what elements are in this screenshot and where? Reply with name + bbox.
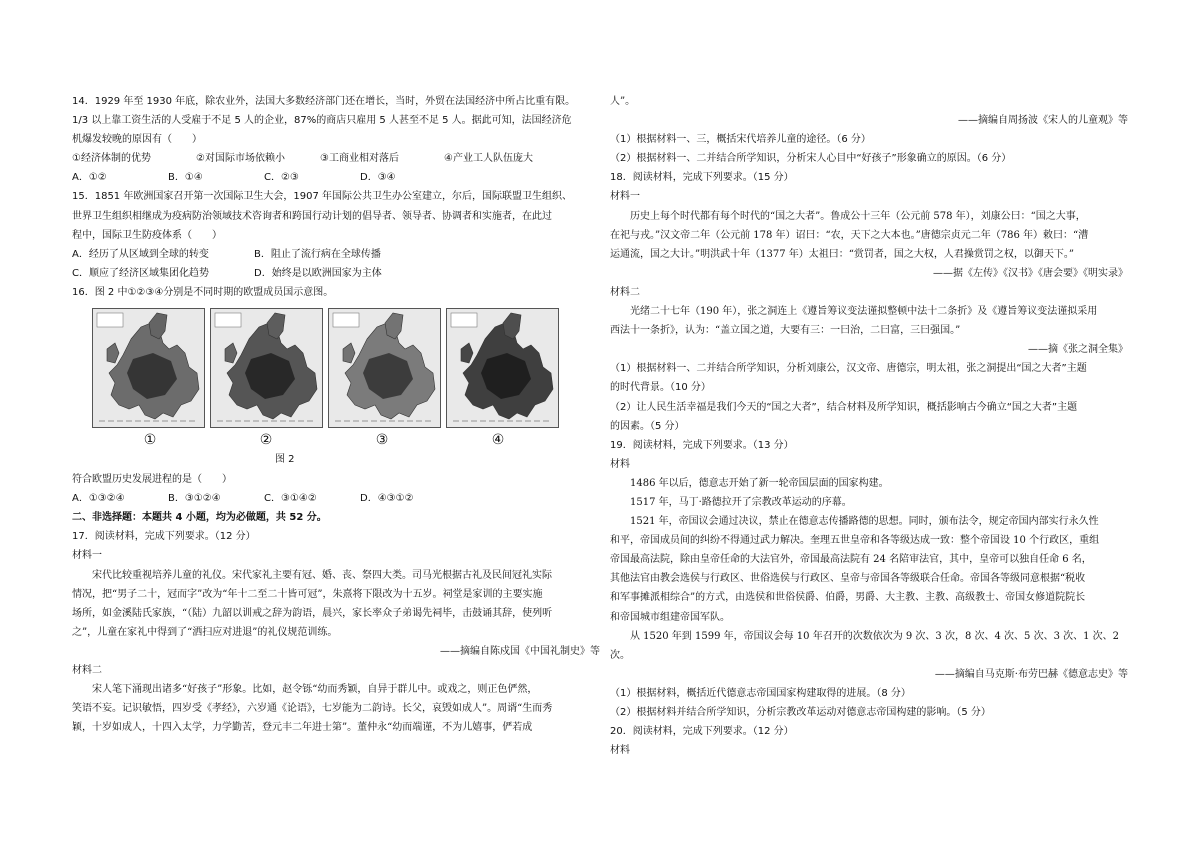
q18-ask: （1）根据材料一、二并结合所学知识，分析刘康公，汉文帝、唐德宗，明太祖，张之洞提出“国之大者”主题 — [610, 363, 1087, 375]
q17-m2-line: 笑语不妄。记识敏悟，四岁受《孝经》，六岁通《论语》，七岁能为二韵诗。长父，哀毁如成人”。周谞“生而秀 — [72, 703, 553, 715]
q16-option-d: D．④③①② — [360, 493, 414, 505]
eu-map-2 — [210, 308, 323, 428]
q17-ask: （2）根据材料一、二并结合所学知识，分析宋人心目中“好孩子”形象确立的原因。（6 分） — [610, 153, 1012, 165]
q15-line: 15．1851 年欧洲国家召开第一次国际卫生大会，1907 年国际公共卫生办公室建立，尔后，国际联盟卫生组织、 — [72, 191, 572, 203]
figure-caption: 图 2 — [275, 454, 295, 466]
q18-m1-line: 在祀与戎。”汉文帝二年（公元前 178 年）诏曰：“农，天下之大本也。”唐德宗贞元二年（786 年）敕曰：“漕 — [610, 229, 1089, 241]
left-column — [72, 92, 600, 737]
q14-item: ①经济体制的优势 — [72, 153, 151, 165]
q18-material-1-label: 材料一 — [610, 191, 640, 203]
q17-m1-line: 之”，儿童在家礼中得到了“洒扫应对进退”的礼仪规范训练。 — [72, 626, 338, 638]
q19-m-line: 1521 年，帝国议会通过决议，禁止在德意志传播路德的思想。同时，颁布法令，规定帝国内部实行永久性 — [630, 516, 1099, 528]
q19-title: 19．阅读材料，完成下列要求。（13 分） — [610, 439, 794, 451]
q18-ask: （2）让人民生活幸福是我们今天的“国之大者”，结合材料及所学知识，概括影响古今确立“国之大者”主题 — [610, 401, 1078, 413]
q17-title: 17．阅读材料，完成下列要求。（12 分） — [72, 531, 256, 543]
q19-m-line: 从 1520 年到 1599 年，帝国议会每 10 年召开的次数依次为 9 次、3 次，8 次、4 次、5 次、3 次、1 次、2 — [630, 630, 1120, 642]
q17-m2-line: 宋人笔下涌现出诸多“好孩子”形象。比如，赵令铄“幼而秀颖，自异于群儿中。或戏之，则正色俨然， — [92, 684, 538, 696]
question-17 — [72, 527, 600, 737]
q19-m-line: 帝国最高法院，除由皇帝任命的大法官外，帝国最高法院有 24 名陪审法官，其中，皇帝可以独自任命 6 名， — [610, 554, 1092, 566]
q17-material-1-label: 材料一 — [72, 550, 102, 562]
question-20 — [610, 722, 1128, 760]
q17-ask: （1）根据材料一、三，概括宋代培养儿童的途径。（6 分） — [610, 134, 871, 146]
q16-option-c: C．③①④② — [264, 493, 317, 505]
q18-ask: 的因素。（5 分） — [610, 420, 685, 432]
map-inset-box — [215, 313, 241, 327]
q18-m2-line: 西法十一条折》，认为：“盖立国之道，大要有三：一曰治，二曰富，三曰强国。” — [610, 325, 961, 337]
right-column — [610, 92, 1128, 760]
q18-m2-line: 光绪二十七年（190 年），张之洞连上《遵旨筹议变法谨拟整顿中法十二条折》及《遵旨筹议变法谨拟采用 — [630, 306, 1098, 318]
q19-m-line: 次。 — [610, 649, 630, 661]
map-label: ① — [143, 432, 157, 449]
q18-m1-source: ——据《左传》《汉书》《唐会要》《明实录》 — [933, 267, 1128, 279]
q17-m1-source: ——摘编自陈戍国《中国礼制史》等 — [440, 645, 600, 657]
map-inset-box — [451, 313, 477, 327]
q14-option-d: D．③④ — [360, 172, 396, 184]
q16-option-a: A．①③②④ — [72, 493, 125, 505]
q18-m1-line: 历史上每个时代都有每个时代的“国之大者”。鲁成公十三年（公元前 578 年），刘康公曰：“国之大事， — [630, 210, 1086, 222]
q18-m1-line: 运通流，国之大计。”明洪武十年（1377 年）太祖曰：“赏罚者，国之大权，人君操赏罚之权，以御天下。” — [610, 248, 1074, 260]
map-drawing — [329, 309, 440, 427]
q19-m-line: 1517 年，马丁·路德拉开了宗教改革运动的序幕。 — [630, 496, 852, 508]
eu-map-4 — [446, 308, 559, 428]
q18-m2-source: ——摘《张之洞全集》 — [1028, 344, 1128, 356]
q14-item: ④产业工人队伍庞大 — [444, 153, 533, 165]
question-19 — [610, 436, 1128, 722]
q19-m-line: 其他法官由教会选侯与行政区、世俗选侯与行政区、皇帝与帝国各等级联合任命。帝国各等级同意根据“税收 — [610, 573, 1086, 585]
q18-material-2-label: 材料二 — [610, 286, 640, 298]
map-drawing — [211, 309, 322, 427]
map-label: ④ — [491, 432, 505, 449]
q14-option-b: B．①④ — [168, 172, 203, 184]
q16-options — [72, 489, 600, 508]
map-inset-box — [97, 313, 123, 327]
q14-option-c: C．②③ — [264, 172, 299, 184]
q19-ask: （2）根据材料并结合所学知识，分析宗教改革运动对德意志帝国构建的影响。（5 分） — [610, 707, 991, 718]
q18-ask: 的时代背景。（10 分） — [610, 382, 711, 394]
q17-m2-source: ——摘编自周扬波《宋人的儿童观》等 — [958, 115, 1128, 127]
q15-option-a: A．经历了从区域到全球的转变 — [72, 248, 209, 260]
q15-options-row2 — [72, 264, 600, 283]
eu-map-3 — [328, 308, 441, 428]
q19-m-line: 1486 年以后，德意志开始了新一轮帝国层面的国家构建。 — [630, 477, 889, 489]
question-16 — [72, 283, 600, 508]
q14-item: ③工商业相对落后 — [320, 153, 399, 165]
q19-m-line: 和平，帝国成员间的纠纷不得通过武力解决。奎理五世皇帝和各等级达成一致：整个帝国设 10 个行政区，重组 — [610, 535, 1100, 547]
q18-title: 18．阅读材料，完成下列要求。（15 分） — [610, 172, 794, 184]
q20-material-label: 材料 — [610, 745, 630, 757]
q15-option-d: D．始终是以欧洲国家为主体 — [254, 267, 382, 279]
q16-question: 符合欧盟历史发展进程的是（ ） — [72, 474, 232, 486]
q19-material-label: 材料 — [610, 458, 630, 470]
q14-line: 14．1929 年至 1930 年底，除农业外，法国大多数经济部门还在增长，当时，外贸在法国经济中所占比重有限。 — [72, 96, 576, 107]
map-inset-box — [333, 313, 359, 327]
q19-m-line: 和帝国城市组建帝国军队。 — [610, 611, 730, 623]
eu-map-1 — [92, 308, 205, 428]
q17-continuation: 人”。 — [610, 96, 636, 107]
q15-options-row1 — [72, 245, 600, 264]
map-drawing — [93, 309, 204, 427]
section-heading: 二、非选择题：本题共 4 小题，均为必做题，共 52 分。 — [72, 512, 327, 524]
q16-intro: 16．图 2 中①②③④分别是不同时期的欧盟成员国示意图。 — [72, 286, 334, 298]
q14-line: 1/3 以上靠工资生活的人受雇于不足 5 人的企业，87%的商店只雇用 5 人甚至不足 5 人。据此可知，法国经济危 — [72, 115, 572, 127]
q14-options — [72, 168, 600, 187]
map-label: ③ — [375, 432, 389, 449]
q17-m1-line: 宋代比较重视培养儿童的礼仪。宋代家礼主要有冠、婚、丧、祭四大类。司马光根据古礼及民间冠礼实际 — [92, 569, 552, 581]
q20-title: 20．阅读材料，完成下列要求。（12 分） — [610, 726, 794, 738]
q19-m-source: ——摘编自马克斯·布劳巴赫《德意志史》等 — [934, 668, 1128, 680]
eu-maps-figure — [92, 308, 600, 428]
q17-m1-line: 场所，如金溪陆氏家族，“（陆）九韶以训戒之辞为韵语，晨兴，家长率众子弟谒先祠毕，击鼓诵其辞，使列听 — [72, 607, 553, 619]
q14-item: ②对国际市场依赖小 — [196, 153, 285, 165]
q17-m2-line: 颖，十岁如成人，十四入太学，力学勤苦，登元丰二年进士第”。董仲永“幼而端谨，不为儿嬉事，俨若成 — [72, 722, 533, 734]
q14-option-a: A．①② — [72, 172, 107, 184]
question-18 — [610, 168, 1128, 435]
q19-m-line: 和军事摊派相综合”的方式，由选侯和世俗侯爵、伯爵，男爵、大主教、主教、高级教士、帝国女修道院院长 — [610, 592, 1086, 604]
q17-material-2-label: 材料二 — [72, 664, 102, 676]
map-labels — [92, 432, 600, 450]
map-drawing — [447, 309, 558, 427]
q15-line: 世界卫生组织相继成为疫病防治领域技术咨询者和跨国行动计划的倡导者、领导者、协调者和实施者，在此过 — [72, 210, 552, 222]
q14-items — [72, 149, 600, 168]
q17-m1-line: 情况，把“男子二十，冠而字”改为“年十二至二十皆可冠”，朱熹将下限改为十五岁。祠堂是家训的主要实施 — [72, 588, 543, 600]
q19-ask: （1）根据材料，概括近代德意志帝国国家构建取得的进展。（8 分） — [610, 687, 911, 699]
q15-option-b: B．阻止了流行病在全球传播 — [254, 248, 381, 260]
q15-option-c: C．顺应了经济区域集团化趋势 — [72, 267, 209, 279]
q16-option-b: B．③①②④ — [168, 493, 221, 505]
question-14 — [72, 92, 600, 187]
q15-line: 程中，国际卫生防疫体系（ ） — [72, 229, 222, 241]
question-15 — [72, 187, 600, 282]
map-label: ② — [259, 432, 273, 449]
q14-line: 机爆发较晚的原因有（ ） — [72, 134, 202, 146]
